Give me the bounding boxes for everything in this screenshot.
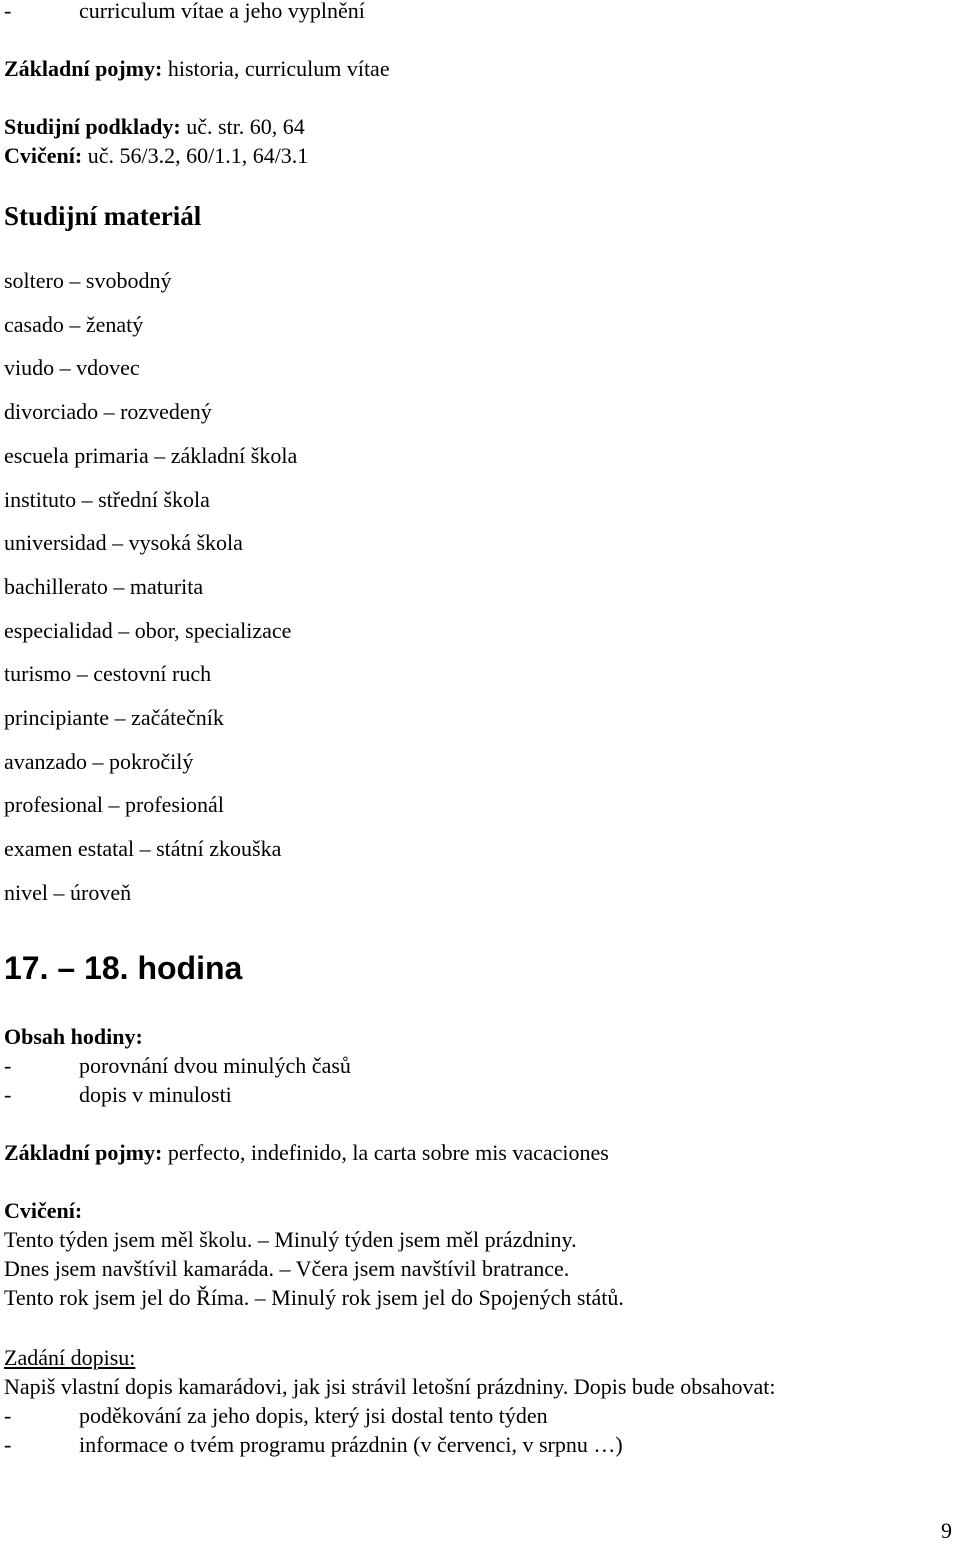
lesson-content-label <box>4 1024 143 1050</box>
vocab-item: casado – ženatý <box>4 312 144 337</box>
intro-exercises <box>4 143 308 169</box>
bullet-dash: - <box>4 1432 12 1457</box>
exercise-line: Tento rok jsem jel do Říma. – Minulý rok jsem jel do Spojených států. <box>4 1285 624 1310</box>
bullet-dash: - <box>4 1053 12 1078</box>
basic-terms-label: Základní pojmy: <box>4 56 163 81</box>
lesson-basic-terms <box>4 1140 609 1166</box>
bullet-dash: - <box>4 1403 12 1428</box>
content-label: Obsah hodiny: <box>4 1024 143 1049</box>
vocab-item: nivel – úroveň <box>4 880 132 905</box>
exercises-label: Cvičení: <box>4 143 83 168</box>
exercises-value: uč. 56/3.2, 60/1.1, 64/3.1 <box>82 143 309 168</box>
intro-basic-terms <box>4 56 390 82</box>
materials-label: Studijní podklady: <box>4 114 181 139</box>
vocab-item: especialidad – obor, specializace <box>4 618 292 643</box>
lesson-heading: 17. – 18. hodina <box>4 950 243 986</box>
study-material-heading: Studijní materiál <box>4 201 202 231</box>
basic-terms-value: perfecto, indefinido, la carta sobre mis vacaciones <box>162 1140 609 1165</box>
content-item <box>4 1082 232 1108</box>
vocab-item: examen estatal – státní zkouška <box>4 836 282 861</box>
vocab-item: profesional – profesionál <box>4 792 224 817</box>
basic-terms-value: historia, curriculum vítae <box>162 56 390 81</box>
bullet-text: informace o tvém programu prázdnin (v červenci, v srpnu …) <box>79 1432 623 1457</box>
vocab-item: avanzado – pokročilý <box>4 749 194 774</box>
bullet-text: curriculum vítae a jeho vyplnění <box>79 0 365 23</box>
vocab-item: viudo – vdovec <box>4 355 140 380</box>
intro-bullet <box>4 0 365 24</box>
bullet-dash: - <box>4 0 12 23</box>
vocab-item: instituto – střední škola <box>4 487 210 512</box>
bullet-text: porovnání dvou minulých časů <box>79 1053 351 1078</box>
vocab-item: escuela primaria – základní škola <box>4 443 298 468</box>
assignment-item <box>4 1403 548 1429</box>
materials-value: uč. str. 60, 64 <box>180 114 305 139</box>
vocab-item: soltero – svobodný <box>4 268 172 293</box>
assignment-label: Zadání dopisu: <box>4 1345 136 1370</box>
bullet-text: dopis v minulosti <box>79 1082 232 1107</box>
assignment-item <box>4 1432 623 1458</box>
vocab-item: bachillerato – maturita <box>4 574 204 599</box>
page-number: 9 <box>941 1518 952 1543</box>
content-item <box>4 1053 351 1079</box>
exercise-line: Tento týden jsem měl školu. – Minulý týden jsem měl prázdniny. <box>4 1227 577 1252</box>
vocab-item: universidad – vysoká škola <box>4 530 243 555</box>
vocab-item: principiante – začátečník <box>4 705 224 730</box>
basic-terms-label: Základní pojmy: <box>4 1140 163 1165</box>
exercises-label: Cvičení: <box>4 1198 83 1223</box>
exercise-line: Dnes jsem navštívil kamaráda. – Včera jsem navštívil bratrance. <box>4 1256 570 1281</box>
intro-materials <box>4 114 305 140</box>
vocab-item: turismo – cestovní ruch <box>4 661 212 686</box>
bullet-text: poděkování za jeho dopis, který jsi dostal tento týden <box>79 1403 548 1428</box>
assignment-text: Napiš vlastní dopis kamarádovi, jak jsi strávil letošní prázdniny. Dopis bude obsahovat: <box>4 1374 776 1399</box>
bullet-dash: - <box>4 1082 12 1107</box>
lesson-exercises-label <box>4 1198 82 1224</box>
vocab-item: divorciado – rozvedený <box>4 399 212 424</box>
